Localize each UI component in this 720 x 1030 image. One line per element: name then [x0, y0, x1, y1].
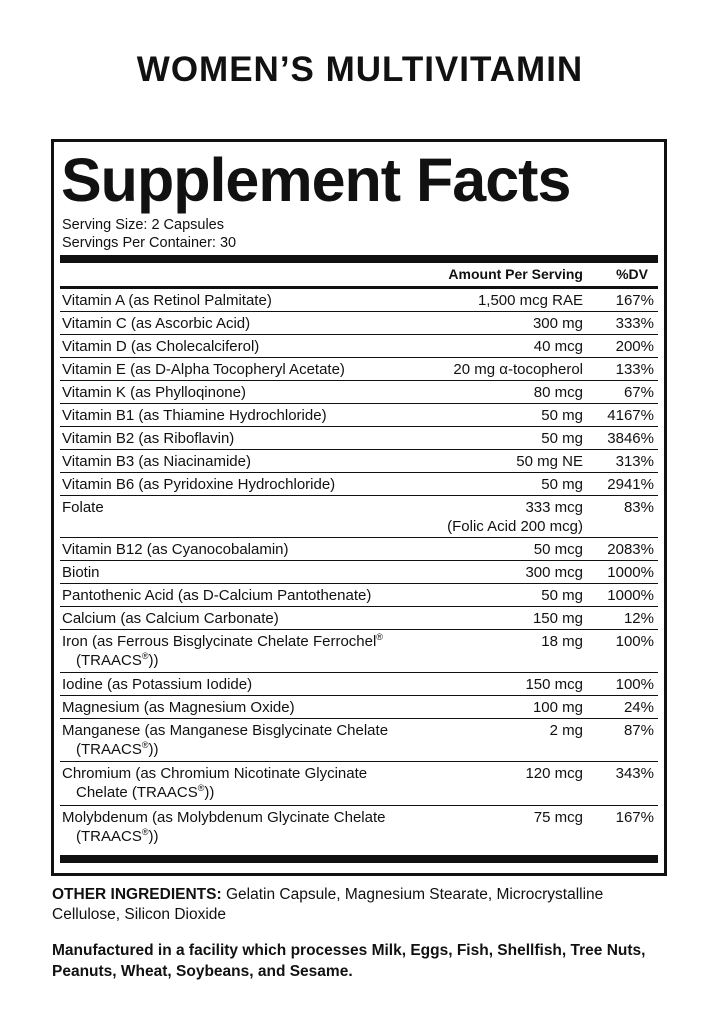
nutrient-amount	[533, 314, 583, 333]
amount-value: 40 mcg	[533, 338, 583, 355]
product-title: WOMEN’S MULTIVITAMIN	[136, 50, 584, 89]
nutrient-amount	[550, 721, 583, 740]
nutrient-row	[60, 289, 658, 312]
registered-mark: ®	[197, 783, 205, 793]
nutrient-name-line: Vitamin E (as D-Alpha Tocopheryl Acetate)	[62, 361, 345, 378]
nutrient-row	[60, 335, 658, 358]
dv-header: %DV	[616, 266, 648, 282]
amount-value: 150 mcg	[525, 676, 583, 693]
nutrient-row	[60, 427, 658, 450]
nutrient-name	[62, 452, 432, 471]
amount-value: 50 mg NE	[516, 453, 583, 470]
nutrient-name	[62, 314, 432, 333]
nutrient-amount	[516, 452, 583, 471]
amount-value: 120 mcg	[525, 765, 583, 782]
nutrient-dv: 167%	[615, 292, 654, 309]
nutrient-amount	[478, 291, 583, 310]
nutrient-name	[62, 632, 432, 670]
nutrient-row	[60, 806, 658, 853]
nutrient-name-continuation: (TRAACS®))	[76, 651, 159, 669]
nutrient-name-line: Manganese (as Manganese Bisglycinate Chelate	[62, 722, 389, 739]
amount-value: 300 mcg	[525, 564, 583, 581]
other-ingredients	[52, 885, 672, 925]
nutrient-dv: 100%	[615, 676, 654, 693]
nutrient-dv: 200%	[615, 338, 654, 355]
nutrient-row	[60, 673, 658, 696]
bottom-divider-bar	[60, 855, 658, 863]
nutrient-dv: 4167%	[607, 407, 654, 424]
nutrient-amount	[534, 808, 583, 827]
nutrient-amount	[541, 406, 583, 425]
amount-value: 50 mcg	[533, 541, 583, 558]
nutrient-row	[60, 696, 658, 719]
other-ingredients-label: OTHER INGREDIENTS:	[52, 886, 222, 903]
amount-note: (Folic Acid 200 mcg)	[447, 518, 583, 535]
nutrient-dv: 12%	[623, 610, 654, 627]
nutrient-amount	[525, 764, 583, 783]
nutrient-dv: 1000%	[607, 587, 654, 604]
nutrient-name-line: Vitamin C (as Ascorbic Acid)	[62, 315, 251, 332]
nutrient-name-line: Chromium (as Chromium Nicotinate Glycinate	[62, 765, 368, 782]
nutrient-amount	[533, 698, 583, 717]
registered-mark: ®	[141, 827, 149, 837]
nutrient-name	[62, 698, 432, 717]
nutrient-name-line: Vitamin B2 (as Riboflavin)	[62, 430, 235, 447]
nutrient-amount	[541, 586, 583, 605]
supplement-facts-panel	[51, 139, 667, 876]
nutrient-row	[60, 358, 658, 381]
nutrient-name-continuation: Chelate (TRAACS®))	[76, 783, 215, 801]
nutrient-dv: 1000%	[607, 564, 654, 581]
amount-value: 50 mg	[541, 476, 583, 493]
amount-value: 20 mg α-tocopherol	[453, 361, 583, 378]
nutrient-dv: 313%	[615, 453, 654, 470]
nutrient-dv: 87%	[623, 722, 654, 739]
amount-value: 2 mg	[549, 722, 583, 739]
nutrient-name	[62, 429, 432, 448]
nutrient-name	[62, 808, 432, 846]
nutrient-name-line: Vitamin B12 (as Cyanocobalamin)	[62, 541, 289, 558]
nutrient-name	[62, 475, 432, 494]
nutrient-row	[60, 561, 658, 584]
nutrient-row	[60, 719, 658, 762]
top-divider-bar	[60, 255, 658, 263]
nutrient-name-continuation: (TRAACS®))	[76, 827, 159, 845]
nutrient-row	[60, 312, 658, 335]
nutrient-dv: 2941%	[607, 476, 654, 493]
nutrient-dv: 133%	[615, 361, 654, 378]
nutrient-dv: 343%	[615, 765, 654, 782]
nutrient-name	[62, 563, 432, 582]
nutrient-amount	[534, 540, 583, 559]
amount-value: 75 mcg	[533, 809, 583, 826]
supplement-facts-heading: Supplement Facts	[61, 146, 571, 214]
nutrient-name	[62, 406, 432, 425]
nutrient-dv: 2083%	[607, 541, 654, 558]
registered-mark: ®	[376, 632, 383, 642]
nutrient-dv: 83%	[623, 499, 654, 516]
amount-value: 300 mg	[532, 315, 583, 332]
nutrient-row	[60, 538, 658, 561]
nutrient-name	[62, 675, 432, 694]
nutrient-row	[60, 496, 658, 538]
nutrient-name	[62, 540, 432, 559]
nutrient-name-line: Vitamin B6 (as Pyridoxine Hydrochloride)	[62, 476, 336, 493]
nutrient-name-line: Vitamin K (as Phylloqinone)	[62, 384, 246, 401]
amount-value: 50 mg	[541, 587, 583, 604]
allergen-statement: Manufactured in a facility which processes Milk, Eggs, Fish, Shellfish, Tree Nuts, Peanuts, Wheat, Soybeans, and Sesame.	[52, 942, 646, 980]
nutrient-amount	[453, 360, 583, 379]
nutrient-name-line: Vitamin B1 (as Thiamine Hydrochloride)	[62, 407, 327, 424]
nutrient-amount	[533, 609, 583, 628]
nutrient-name	[62, 337, 432, 356]
amount-per-serving-header: Amount Per Serving	[448, 266, 583, 282]
nutrient-amount	[525, 675, 583, 694]
nutrient-name-line: Vitamin B3 (as Niacinamide)	[62, 453, 251, 470]
nutrient-name-line: Folate	[62, 499, 104, 516]
nutrient-row	[60, 450, 658, 473]
nutrient-amount	[447, 498, 583, 536]
nutrient-dv: 24%	[623, 699, 654, 716]
nutrient-name	[62, 721, 432, 759]
nutrient-amount	[541, 632, 583, 651]
serving-size: Serving Size: 2 Capsules	[62, 217, 224, 233]
nutrient-amount	[525, 563, 583, 582]
nutrient-name-line: Molybdenum (as Molybdenum Glycinate Chelate	[62, 809, 386, 826]
nutrient-name-line: Calcium (as Calcium Carbonate)	[62, 610, 279, 627]
nutrient-row	[60, 607, 658, 630]
nutrient-name-line: Magnesium (as Magnesium Oxide)	[62, 699, 295, 716]
nutrient-name	[62, 764, 432, 802]
nutrient-dv: 333%	[615, 315, 654, 332]
nutrient-row	[60, 381, 658, 404]
registered-mark: ®	[141, 651, 149, 661]
amount-value: 50 mg	[541, 407, 583, 424]
amount-value: 80 mcg	[533, 384, 583, 401]
nutrient-name-line: Pantothenic Acid (as D-Calcium Pantothenate)	[62, 587, 372, 604]
nutrient-row	[60, 404, 658, 427]
amount-value: 333 mcg	[525, 499, 583, 516]
nutrient-row	[60, 762, 658, 806]
nutrient-amount	[534, 383, 583, 402]
nutrient-name	[62, 383, 432, 402]
nutrient-dv: 3846%	[607, 430, 654, 447]
nutrient-name-line: Iodine (as Potassium Iodide)	[62, 676, 253, 693]
nutrient-amount	[541, 475, 583, 494]
servings-per-container: Servings Per Container: 30	[62, 235, 237, 251]
amount-value: 50 mg	[541, 430, 583, 447]
amount-value: 18 mg	[541, 633, 583, 650]
nutrient-row	[60, 473, 658, 496]
nutrient-dv: 67%	[623, 384, 654, 401]
nutrient-name	[62, 609, 432, 628]
nutrient-amount	[534, 337, 583, 356]
nutrient-rows	[60, 289, 658, 853]
nutrient-name-line: Vitamin D (as Cholecalciferol)	[62, 338, 260, 355]
nutrient-dv: 167%	[615, 809, 654, 826]
nutrient-row	[60, 630, 658, 673]
nutrient-name-continuation: (TRAACS®))	[76, 740, 159, 758]
nutrient-dv: 100%	[615, 633, 654, 650]
nutrient-name-line: Vitamin A (as Retinol Palmitate)	[62, 292, 272, 309]
nutrient-name	[62, 291, 432, 310]
nutrient-name	[62, 360, 432, 379]
other-ingredients-text: Gelatin Capsule, Magnesium Stearate, Microcrystalline Cellulose, Silicon Dioxide	[52, 886, 604, 923]
amount-value: 1,500 mcg RAE	[477, 292, 583, 309]
nutrient-name-line: Iron (as Ferrous Bisglycinate Chelate Ferrochel®	[62, 632, 383, 650]
nutrient-name-line: Biotin	[62, 564, 100, 581]
nutrient-name	[62, 498, 432, 517]
nutrient-name	[62, 586, 432, 605]
nutrient-amount	[541, 429, 583, 448]
registered-mark: ®	[141, 740, 149, 750]
amount-value: 150 mg	[532, 610, 583, 627]
nutrient-row	[60, 584, 658, 607]
amount-value: 100 mg	[532, 699, 583, 716]
